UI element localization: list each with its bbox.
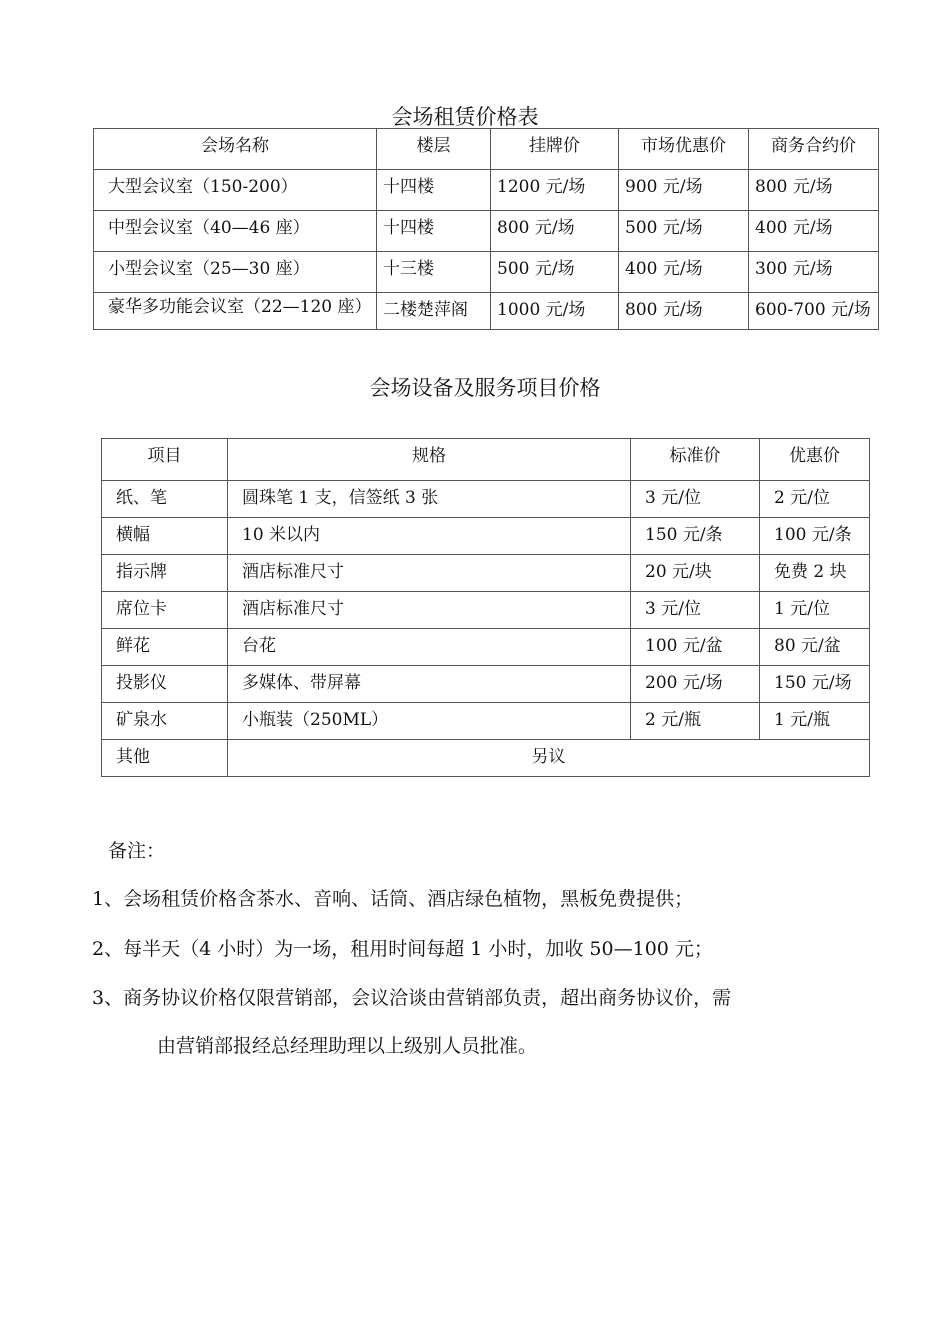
- item-name: 投影仪: [102, 666, 228, 703]
- discount-price: 免费 2 块: [760, 555, 870, 592]
- table-row: [94, 211, 879, 252]
- list-price: 1200 元/场: [491, 170, 619, 211]
- venue-name: 大型会议室（150-200）: [94, 170, 377, 211]
- column-header: 市场优惠价: [619, 129, 749, 170]
- item-name: 纸、笔: [102, 481, 228, 518]
- discount-price: 2 元/位: [760, 481, 870, 518]
- item-name: 横幅: [102, 518, 228, 555]
- item-name: 其他: [102, 740, 228, 777]
- floor: 十三楼: [377, 252, 491, 293]
- standard-price: 200 元/场: [631, 666, 760, 703]
- services-table-title: 会场设备及服务项目价格: [369, 376, 601, 400]
- table-row: [102, 481, 870, 518]
- market-price: 800 元/场: [619, 293, 749, 330]
- services-price-table: [101, 438, 870, 777]
- discount-price: 1 元/位: [760, 592, 870, 629]
- item-spec: 台花: [228, 629, 631, 666]
- notes-heading: 备注：: [108, 840, 166, 862]
- venue-name: 小型会议室（25—30 座）: [94, 252, 377, 293]
- contract-price: 600-700 元/场: [749, 293, 879, 330]
- discount-price: 1 元/瓶: [760, 703, 870, 740]
- note-item-3-line-2: 由营销部报经总经理助理以上级别人员批准。: [157, 1035, 538, 1057]
- contract-price: 800 元/场: [749, 170, 879, 211]
- list-price: 500 元/场: [491, 252, 619, 293]
- standard-price: 3 元/位: [631, 592, 760, 629]
- floor: 二楼楚萍阁: [377, 293, 491, 330]
- standard-price: 3 元/位: [631, 481, 760, 518]
- item-note: 另议: [228, 740, 870, 777]
- discount-price: 150 元/场: [760, 666, 870, 703]
- item-spec: 多媒体、带屏幕: [228, 666, 631, 703]
- column-header: 商务合约价: [749, 129, 879, 170]
- list-price: 800 元/场: [491, 211, 619, 252]
- note-item-2: 2、每半天（4 小时）为一场，租用时间每超 1 小时，加收 50—100 元；: [92, 938, 713, 960]
- item-spec: 10 米以内: [228, 518, 631, 555]
- venue-name: 豪华多功能会议室（22—120 座）: [94, 293, 377, 330]
- market-price: 900 元/场: [619, 170, 749, 211]
- floor: 十四楼: [377, 211, 491, 252]
- table-row: [94, 293, 879, 330]
- item-spec: 圆珠笔 1 支，信签纸 3 张: [228, 481, 631, 518]
- table-header-row: [94, 129, 879, 170]
- column-header: 项目: [102, 439, 228, 481]
- note-item-3-line-1: 3、商务协议价格仅限营销部，会议洽谈由营销部负责，超出商务协议价，需: [92, 987, 732, 1009]
- standard-price: 2 元/瓶: [631, 703, 760, 740]
- table-row: [94, 252, 879, 293]
- rental-price-table: [93, 128, 879, 330]
- table-row: [102, 555, 870, 592]
- item-name: 席位卡: [102, 592, 228, 629]
- item-name: 矿泉水: [102, 703, 228, 740]
- market-price: 400 元/场: [619, 252, 749, 293]
- venue-name: 中型会议室（40—46 座）: [94, 211, 377, 252]
- note-item-1: 1、会场租赁价格含茶水、音响、话筒、酒店绿色植物，黑板免费提供；: [92, 888, 694, 910]
- contract-price: 300 元/场: [749, 252, 879, 293]
- item-name: 指示牌: [102, 555, 228, 592]
- column-header: 标准价: [631, 439, 760, 481]
- item-spec: 小瓶装（250ML）: [228, 703, 631, 740]
- item-name: 鲜花: [102, 629, 228, 666]
- table-row: [94, 170, 879, 211]
- item-spec: 酒店标准尺寸: [228, 555, 631, 592]
- rental-table-title: 会场租赁价格表: [391, 105, 539, 129]
- table-row: [102, 592, 870, 629]
- standard-price: 20 元/块: [631, 555, 760, 592]
- table-row: [102, 666, 870, 703]
- list-price: 1000 元/场: [491, 293, 619, 330]
- discount-price: 80 元/盆: [760, 629, 870, 666]
- column-header: 楼层: [377, 129, 491, 170]
- table-row: [102, 703, 870, 740]
- market-price: 500 元/场: [619, 211, 749, 252]
- column-header: 规格: [228, 439, 631, 481]
- table-row: [102, 518, 870, 555]
- item-spec: 酒店标准尺寸: [228, 592, 631, 629]
- floor: 十四楼: [377, 170, 491, 211]
- column-header: 会场名称: [94, 129, 377, 170]
- contract-price: 400 元/场: [749, 211, 879, 252]
- table-header-row: [102, 439, 870, 481]
- standard-price: 150 元/条: [631, 518, 760, 555]
- standard-price: 100 元/盆: [631, 629, 760, 666]
- table-row: [102, 740, 870, 777]
- table-row: [102, 629, 870, 666]
- discount-price: 100 元/条: [760, 518, 870, 555]
- column-header: 挂牌价: [491, 129, 619, 170]
- column-header: 优惠价: [760, 439, 870, 481]
